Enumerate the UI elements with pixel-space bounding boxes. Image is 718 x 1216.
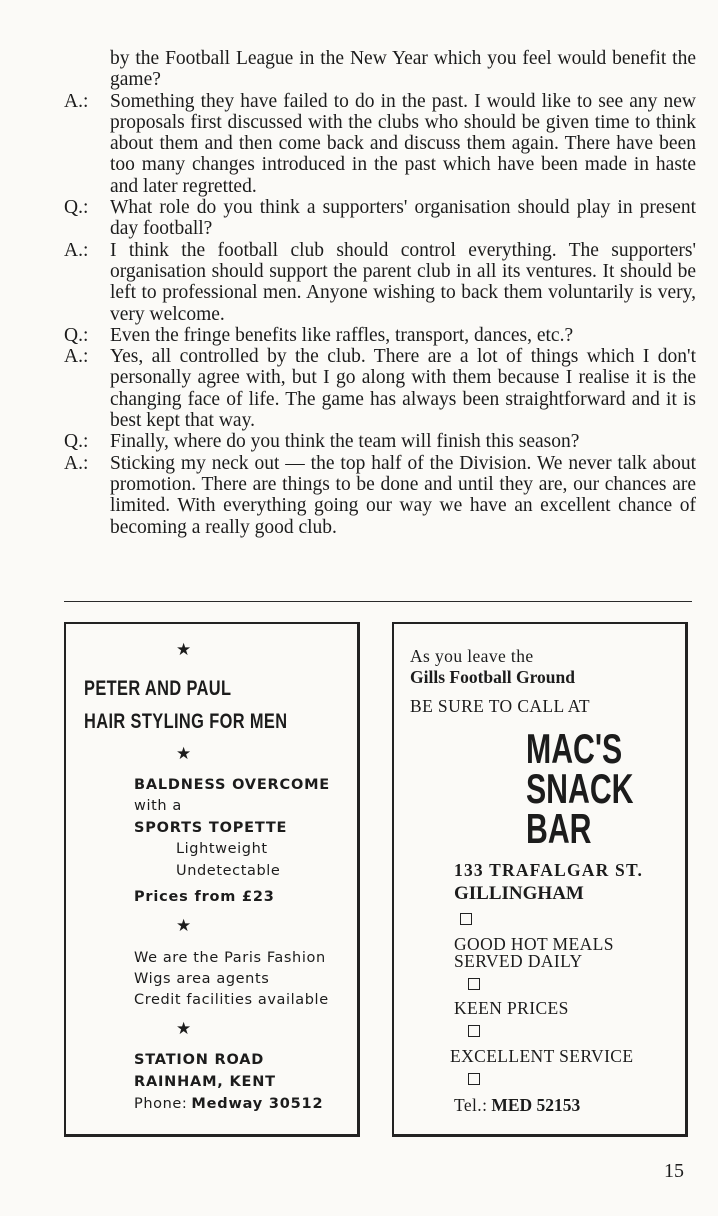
feature-text: KEEN PRICES (454, 998, 569, 1018)
advert-text: Lightweight (176, 841, 268, 857)
address-line: GILLINGHAM (454, 883, 584, 904)
advert-text: Wigs area agents (134, 971, 270, 987)
speaker-label: Q.: (64, 197, 89, 219)
phone-line (134, 1095, 323, 1113)
page-number: 15 (664, 1160, 684, 1182)
qa-paragraph (64, 325, 696, 346)
square-bullet-icon (468, 1025, 480, 1037)
advert-title-line-2: HAIR STYLING FOR MEN (84, 710, 288, 733)
phone-number: Medway 30512 (191, 1096, 324, 1112)
star-icon: ★ (176, 916, 192, 936)
paragraph-text: Yes, all controlled by the club. There are a lot of things which I don't personally agree with, but I go along with them because I realise it is the changing face of life. The game has always been straightforward and it is best kept that way. (110, 346, 696, 432)
qa-paragraph (64, 91, 696, 197)
advert-title-line-2: SNACK (526, 765, 634, 812)
paragraph-text: I think the football club should control everything. The supporters' organisation should support the parent club in all its ventures. It should be left to professional men. Anyone wishing to back them voluntarily is very, very welcome. (110, 239, 696, 325)
speaker-label: A.: (64, 239, 89, 261)
advert-text: Undetectable (176, 863, 281, 879)
phone-number: MED 52153 (491, 1095, 581, 1115)
section-divider (64, 601, 692, 602)
address-line: 133 TRAFALGAR ST. (454, 860, 644, 880)
product-name: SPORTS TOPETTE (134, 820, 288, 836)
advert-title-line-1: PETER AND PAUL (84, 677, 232, 700)
qa-paragraph (64, 431, 696, 452)
square-bullet-icon (468, 1073, 480, 1085)
star-icon: ★ (176, 1019, 192, 1039)
snack-bar-advert (392, 622, 688, 1137)
advert-text: Credit facilities available (134, 992, 329, 1008)
advert-title-line-1: MAC'S (526, 725, 623, 772)
speaker-label: A.: (64, 346, 89, 368)
advert-headline: BALDNESS OVERCOME (134, 777, 331, 793)
advert-text: with a (134, 798, 182, 814)
feature-text: SERVED DAILY (454, 951, 583, 971)
paragraph-text: Finally, where do you think the team will finish this season? (110, 431, 580, 453)
speaker-label: Q.: (64, 431, 89, 453)
speaker-label: Q.: (64, 324, 89, 346)
speaker-label (64, 48, 110, 91)
price-text: Prices from £23 (134, 889, 275, 905)
hair-styling-advert (64, 622, 360, 1137)
qa-paragraph (64, 197, 696, 240)
qa-paragraph (64, 240, 696, 325)
feature-text: GOOD HOT MEALS (454, 934, 614, 954)
qa-paragraph (64, 48, 696, 91)
advert-text: As you leave the (410, 646, 534, 666)
advert-text: BE SURE TO CALL AT (410, 696, 590, 716)
square-bullet-icon (460, 913, 472, 925)
paragraph-text: Sticking my neck out — the top half of the Division. We never talk about promotion. There are things to be done and until they are, our chances are limited. With everything going our way we have an excellent chance of becoming a really good club. (110, 452, 696, 538)
feature-text: EXCELLENT SERVICE (450, 1046, 634, 1066)
phone-label: Tel.: (454, 1095, 488, 1115)
advert-title-line-3: BAR (526, 805, 592, 852)
paragraph-text: What role do you think a supporters' organisation should play in present day football? (110, 197, 696, 240)
paragraph-text: by the Football League in the New Year which you feel would benefit the game? (110, 48, 696, 91)
advert-text: Gills Football Ground (410, 667, 575, 687)
qa-paragraph (64, 346, 696, 431)
square-bullet-icon (468, 978, 480, 990)
star-icon: ★ (176, 640, 192, 660)
qa-paragraph (64, 453, 696, 538)
speaker-label: A.: (64, 452, 89, 474)
phone-label: Phone: (134, 1096, 188, 1112)
advert-text: We are the Paris Fashion (134, 950, 326, 966)
speaker-label: A.: (64, 90, 89, 112)
paragraph-text: Even the fringe benefits like raffles, transport, dances, etc.? (110, 324, 574, 346)
star-icon: ★ (176, 744, 192, 764)
interview-text (64, 48, 696, 538)
address-line: RAINHAM, KENT (134, 1074, 276, 1090)
address-line: STATION ROAD (134, 1052, 265, 1068)
phone-line (454, 1095, 580, 1116)
paragraph-text: Something they have failed to do in the past. I would like to see any new proposals first discussed with the clubs who should be given time to think about them and then come back and discuss them again. There have been too many changes introduced in the past which have been made in haste and later regretted. (110, 90, 696, 197)
